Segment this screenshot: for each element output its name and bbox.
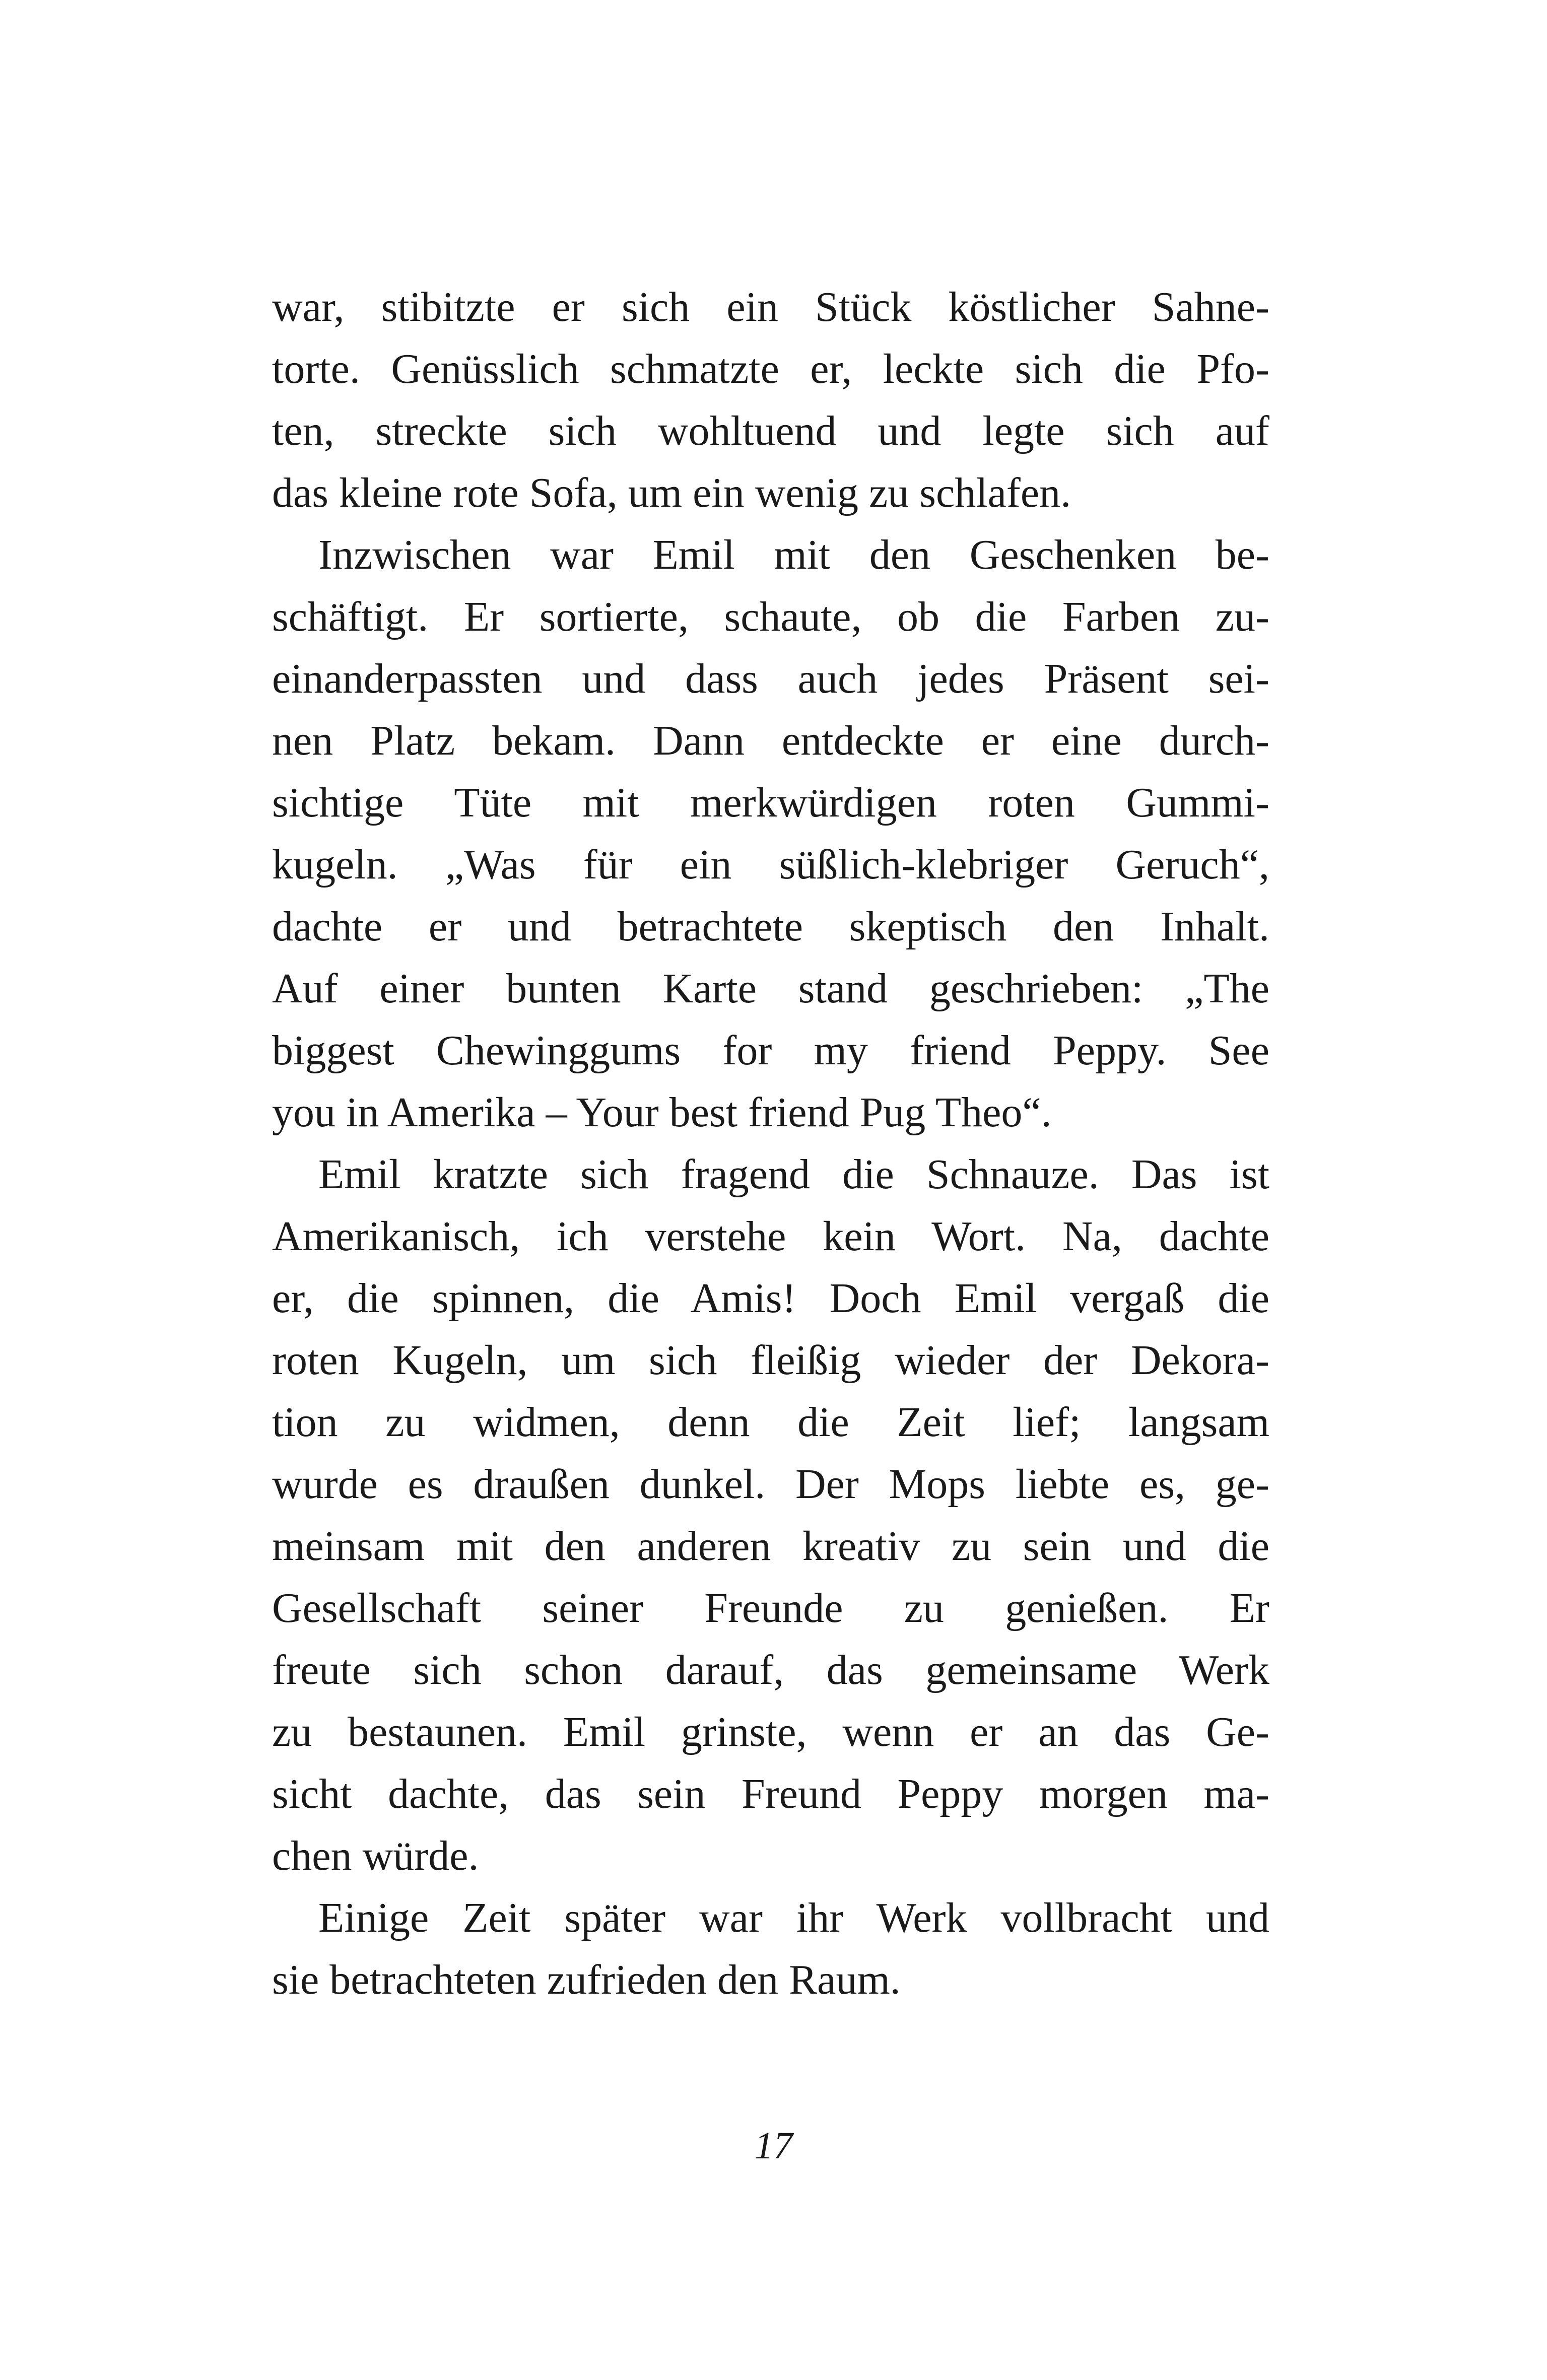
text-line: Amerikanisch, ich verstehe kein Wort. Na, dachte <box>272 1213 1269 1260</box>
text-line: nen Platz bekam. Dann entdeckte er eine durch- <box>272 717 1269 764</box>
text-line: das kleine rote Sofa, um ein wenig zu schlafen. <box>272 469 1071 516</box>
text-line: Inzwischen war Emil mit den Geschenken be- <box>318 531 1269 578</box>
text-line: sie betrachteten zufrieden den Raum. <box>272 1956 901 2003</box>
text-line: Auf einer bunten Karte stand geschrieben: „The <box>272 965 1269 1012</box>
text-line: Einige Zeit später war ihr Werk vollbracht und <box>318 1894 1269 1941</box>
text-line: dachte er und betrachtete skeptisch den Inhalt. <box>272 903 1269 950</box>
text-line: freute sich schon darauf, das gemeinsame Werk <box>272 1647 1269 1693</box>
text-line: torte. Genüsslich schmatzte er, leckte sich die Pfo- <box>272 346 1269 392</box>
text-line: einanderpassten und dass auch jedes Präsent sei- <box>272 655 1269 702</box>
text-line: you in Amerika – Your best friend Pug Theo“. <box>272 1089 1052 1136</box>
text-line: schäftigt. Er sortierte, schaute, ob die Farben zu- <box>272 593 1269 640</box>
text-line: sicht dachte, das sein Freund Peppy morgen ma- <box>272 1771 1269 1817</box>
text-line: chen würde. <box>272 1832 479 1879</box>
text-line: Gesellschaft seiner Freunde zu genießen. Er <box>272 1585 1269 1631</box>
text-line: zu bestaunen. Emil grinste, wenn er an das Ge- <box>272 1709 1269 1755</box>
text-line: war, stibitzte er sich ein Stück köstlicher Sahne- <box>272 284 1269 330</box>
text-line: wurde es draußen dunkel. Der Mops liebte es, ge- <box>272 1461 1269 1508</box>
text-line: er, die spinnen, die Amis! Doch Emil vergaß die <box>272 1275 1269 1322</box>
body-text <box>272 276 1269 2011</box>
text-line: roten Kugeln, um sich fleißig wieder der Dekora- <box>272 1337 1269 1384</box>
text-line: kugeln. „Was für ein süßlich-klebriger Geruch“, <box>272 841 1269 888</box>
text-line: Emil kratzte sich fragend die Schnauze. Das ist <box>318 1151 1269 1198</box>
text-line: tion zu widmen, denn die Zeit lief; langsam <box>272 1399 1269 1446</box>
text-line: meinsam mit den anderen kreativ zu sein und die <box>272 1523 1269 1570</box>
text-line: ten, streckte sich wohltuend und legte sich auf <box>272 407 1269 454</box>
page-number: 17 <box>754 2125 793 2167</box>
text-line: biggest Chewinggums for my friend Peppy. See <box>272 1027 1269 1074</box>
text-line: sichtige Tüte mit merkwürdigen roten Gummi- <box>272 779 1269 826</box>
